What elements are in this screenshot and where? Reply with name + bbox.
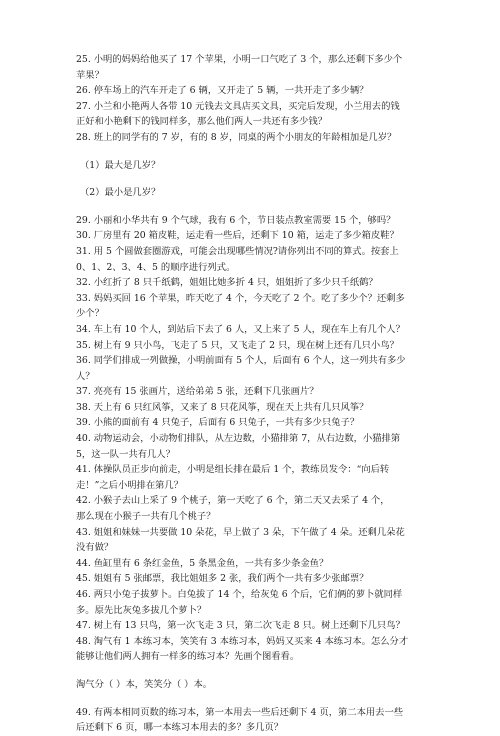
problem-43-line-2: 没有做？ <box>76 542 114 554</box>
problem-33-line-2: 少个？ <box>76 308 104 320</box>
problem-28: 28. 班上的同学有的 7 岁，有的 8 岁，同桌的两个小朋友的年龄相加是几岁？ <box>76 131 397 143</box>
problem-49-line-1: 49. 有两本相同页数的练习本，第一本用去一些后还剩下 4 页，第二本用去一些 <box>76 706 404 718</box>
problem-48-line-2: 能够让他们两人拥有一样多的练习本？先画个图看看。 <box>76 651 300 663</box>
problem-48-answer-line: 淘气分（ ）本，笑笑分（ ）本。 <box>76 678 213 690</box>
problem-31-line-1: 31. 用 5 个圆做套圈游戏，可能会出现哪些情况?请你列出不同的算式。按套上 <box>76 245 399 257</box>
problem-33-line-1: 33. 妈妈买回 16 个苹果，昨天吃了 4 个，今天吃了 2 个。吃了多少个？还剩多 <box>76 292 405 304</box>
problem-29: 29. 小丽和小华共有 9 个气球，我有 6 个，节日装点教室需要 15 个，够吗？ <box>76 214 396 226</box>
problem-34: 34. 车上有 10 个人，到站后下去了 6 人，又上来了 5 人，现在车上有几个人？ <box>76 323 405 335</box>
problem-25-line-2: 苹果？ <box>76 69 104 81</box>
problem-28-part-2: （2）最小是几岁？ <box>80 187 161 199</box>
problem-42-line-1: 42. 小猴子去山上采了 9 个桃子，第一天吃了 6 个，第二天又去采了 4 个， <box>76 495 390 507</box>
problem-43-line-1: 43. 姐姐和妹妹一共要做 10 朵花，早上做了 3 朵，下午做了 4 朵。还剩几朵花 <box>76 526 405 538</box>
problem-47: 47. 树上有 13 只鸟，第一次飞走 3 只，第二次飞走 8 只。树上还剩下几只鸟？ <box>76 620 405 632</box>
problem-25-line-1: 25. 小明的妈妈给他买了 17 个苹果，小明一口气吃了 3 个，那么还剩下多少个 <box>76 54 403 65</box>
problem-49-line-2: 后还剩下 6 页，哪一本练习本用去的多？多几页？ <box>76 722 284 734</box>
problem-37: 37. 亮亮有 15 张画片，送给弟弟 5 张，还剩下几张画片？ <box>76 386 319 398</box>
problem-40-line-2: 5，这一队一共有几人？ <box>76 448 175 460</box>
problem-32: 32. 小红折了 8 只千纸鹤，姐姐比她多折 4 只，姐姐折了多少只千纸鹤？ <box>76 277 378 289</box>
problem-44: 44. 鱼缸里有 6 条红金鱼，5 条黑金鱼，一共有多少条金鱼？ <box>76 557 329 569</box>
problem-36-line-2: 人？ <box>76 370 95 382</box>
problem-list <box>76 52 440 736</box>
problem-48-line-1: 48. 淘气有 1 本练习本，笑笑有 3 本练习本，妈妈又买来 4 本练习本。怎么分才 <box>76 635 409 647</box>
problem-26: 26. 停车场上的汽车开走了 6 辆，又开走了 5 辆，一共开走了多少辆？ <box>76 85 369 97</box>
problem-40-line-1: 40. 动物运动会，小动物们排队，从左边数，小猫排第 7，从右边数，小猫排第 <box>76 433 401 445</box>
problem-30: 30. 厂房里有 20 箱皮鞋，运走看一些后，还剩下 10 箱，运走了多少箱皮鞋？ <box>76 230 399 242</box>
problem-42-line-2: 那么现在小猴子一共有几个桃子？ <box>76 511 216 523</box>
problem-27-line-2: 正好和小艳剩下的钱同样多，那么他们两人一共还有多少钱？ <box>76 116 328 128</box>
problem-41-line-2: 走！”之后小明排在第几？ <box>76 479 184 491</box>
problem-46-line-1: 46. 两只小兔子拔萝卜。白兔拔了 14 个，给灰兔 6 个后，它们俩的萝卜就同样 <box>76 589 403 600</box>
problem-45: 45. 姐姐有 5 张邮票，我比姐姐多 2 张，我们两个一共有多少张邮票？ <box>76 573 369 585</box>
problem-46-line-2: 多。原先比灰兔多拔几个萝卜？ <box>76 604 207 616</box>
problem-35: 35. 树上有 9 只小鸟，飞走了 5 只，又飞走了 2 只，现在树上还有几只小鸟？ <box>76 339 399 351</box>
problem-38: 38. 天上有 6 只红风筝，又来了 8 只花风筝，现在天上共有几只风筝？ <box>76 401 369 413</box>
problem-31-line-2: 0、1、2、3、4、5 的顺序进行列式。 <box>76 261 236 273</box>
problem-36-line-1: 36. 同学们排成一列做操，小明前面有 5 个人，后面有 6 个人，这一列共有多少 <box>76 355 406 367</box>
problem-41-line-1: 41. 体操队员正步向前走，小明是组长排在最后 1 个，教练员发令：“向后转 <box>76 464 390 476</box>
problem-27-line-1: 27. 小兰和小艳两人各带 10 元钱去文具店买文具，买完后发现，小兰用去的钱 <box>76 100 400 112</box>
problem-39: 39. 小熊的面前有 4 只兔子，后面有 6 只兔子，一共有多少只兔子？ <box>76 417 360 429</box>
problem-28-part-1: （1）最大是几岁？ <box>80 159 161 171</box>
